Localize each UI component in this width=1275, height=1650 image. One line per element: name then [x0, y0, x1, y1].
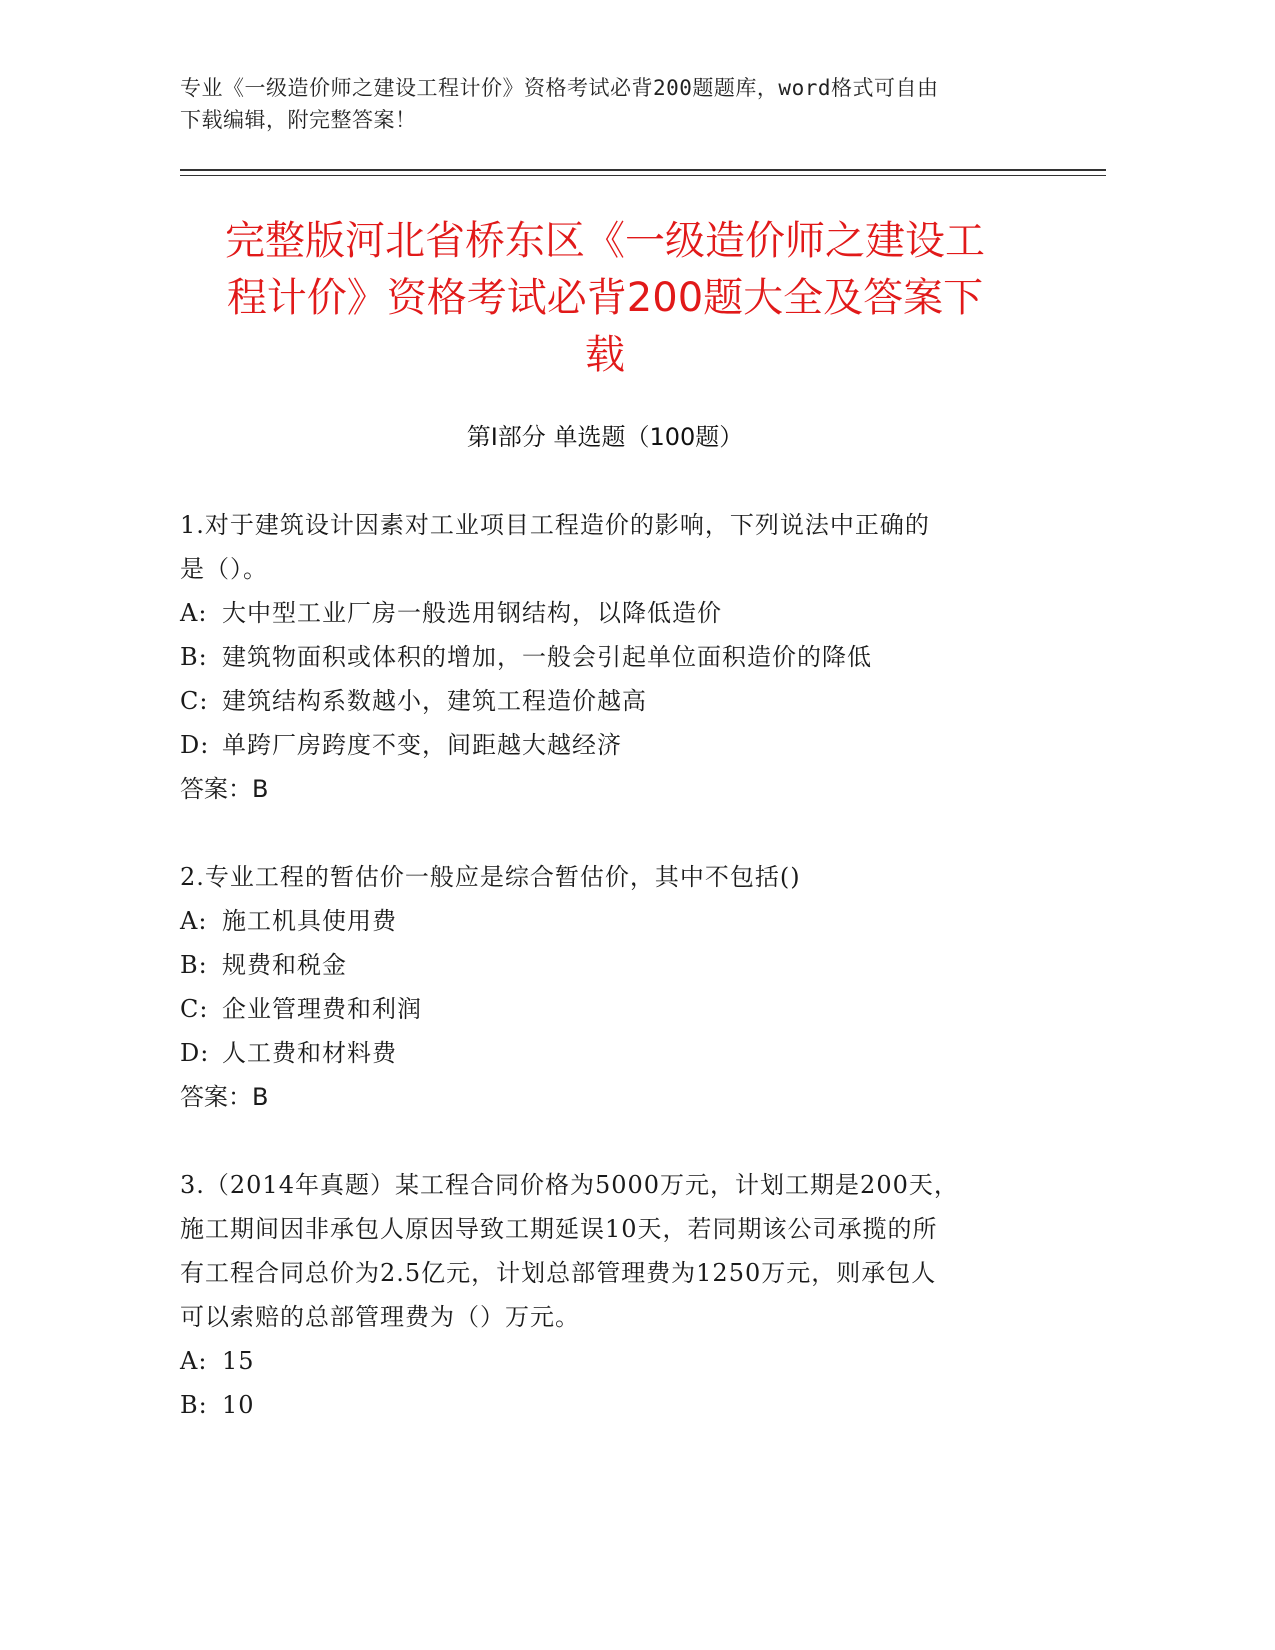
option-key: A:: [180, 599, 208, 627]
answer-line: 答案：B: [180, 1083, 269, 1111]
question-stem: 是（）。: [180, 555, 268, 583]
question-list: [180, 503, 1040, 1471]
question-stem: 2.专业工程的暂估价一般应是综合暂估价，其中不包括(): [180, 863, 801, 891]
question-1: [180, 503, 1040, 811]
option-text: 企业管理费和利润: [222, 995, 422, 1023]
option-key: C:: [180, 687, 209, 715]
question-stem: 1.对于建筑设计因素对工业项目工程造价的影响，下列说法中正确的: [180, 511, 930, 539]
option-c: [180, 679, 1040, 723]
header-note-line: 下载编辑，附完整答案！: [180, 108, 417, 132]
header-note: [180, 72, 1040, 136]
header-divider-thin: [180, 175, 1106, 176]
document-title-line: 载: [585, 332, 625, 378]
question-stem: 可以索赔的总部管理费为（）万元。: [180, 1303, 580, 1331]
option-text: 10: [222, 1391, 255, 1419]
option-key: A:: [180, 1347, 208, 1375]
question-stem: 有工程合同总价为2.5亿元，计划总部管理费为1250万元，则承包人: [180, 1259, 937, 1287]
option-b: [180, 1383, 1040, 1427]
option-b: [180, 635, 1040, 679]
document-title-line: 完整版河北省桥东区《一级造价师之建设工: [225, 218, 985, 264]
document-title-line: 程计价》资格考试必背200题大全及答案下: [226, 275, 984, 321]
answer-line: 答案：B: [180, 775, 269, 803]
option-d: [180, 723, 1040, 767]
option-text: 人工费和材料费: [222, 1039, 397, 1067]
option-a: [180, 591, 1040, 635]
option-text: 规费和税金: [222, 951, 347, 979]
header-divider: [180, 169, 1106, 171]
option-text: 单跨厂房跨度不变，间距越大越经济: [222, 731, 622, 759]
option-text: 15: [222, 1347, 255, 1375]
option-text: 施工机具使用费: [222, 907, 397, 935]
option-text: 建筑物面积或体积的增加，一般会引起单位面积造价的降低: [222, 643, 872, 671]
header-note-line: 专业《一级造价师之建设工程计价》资格考试必背200题题库，word格式可自由: [180, 76, 939, 100]
question-2: [180, 855, 1040, 1119]
option-a: [180, 1339, 1040, 1383]
option-key: B:: [180, 643, 208, 671]
question-stem: 施工期间因非承包人原因导致工期延误10天，若同期该公司承揽的所: [180, 1215, 938, 1243]
option-key: B:: [180, 951, 208, 979]
option-text: 建筑结构系数越小，建筑工程造价越高: [222, 687, 647, 715]
section-title: 第Ⅰ部分 单选题（100题）: [466, 423, 744, 451]
option-c: [180, 987, 1040, 1031]
option-key: D:: [180, 731, 210, 759]
question-3: [180, 1163, 1040, 1427]
question-stem: 3.（2014年真题）某工程合同价格为5000万元，计划工期是200天，: [180, 1171, 959, 1199]
option-b: [180, 943, 1040, 987]
option-a: [180, 899, 1040, 943]
option-text: 大中型工业厂房一般选用钢结构，以降低造价: [222, 599, 722, 627]
option-key: C:: [180, 995, 209, 1023]
option-key: A:: [180, 907, 208, 935]
document-title: [150, 213, 1060, 384]
option-d: [180, 1031, 1040, 1075]
option-key: B:: [180, 1391, 208, 1419]
option-key: D:: [180, 1039, 210, 1067]
